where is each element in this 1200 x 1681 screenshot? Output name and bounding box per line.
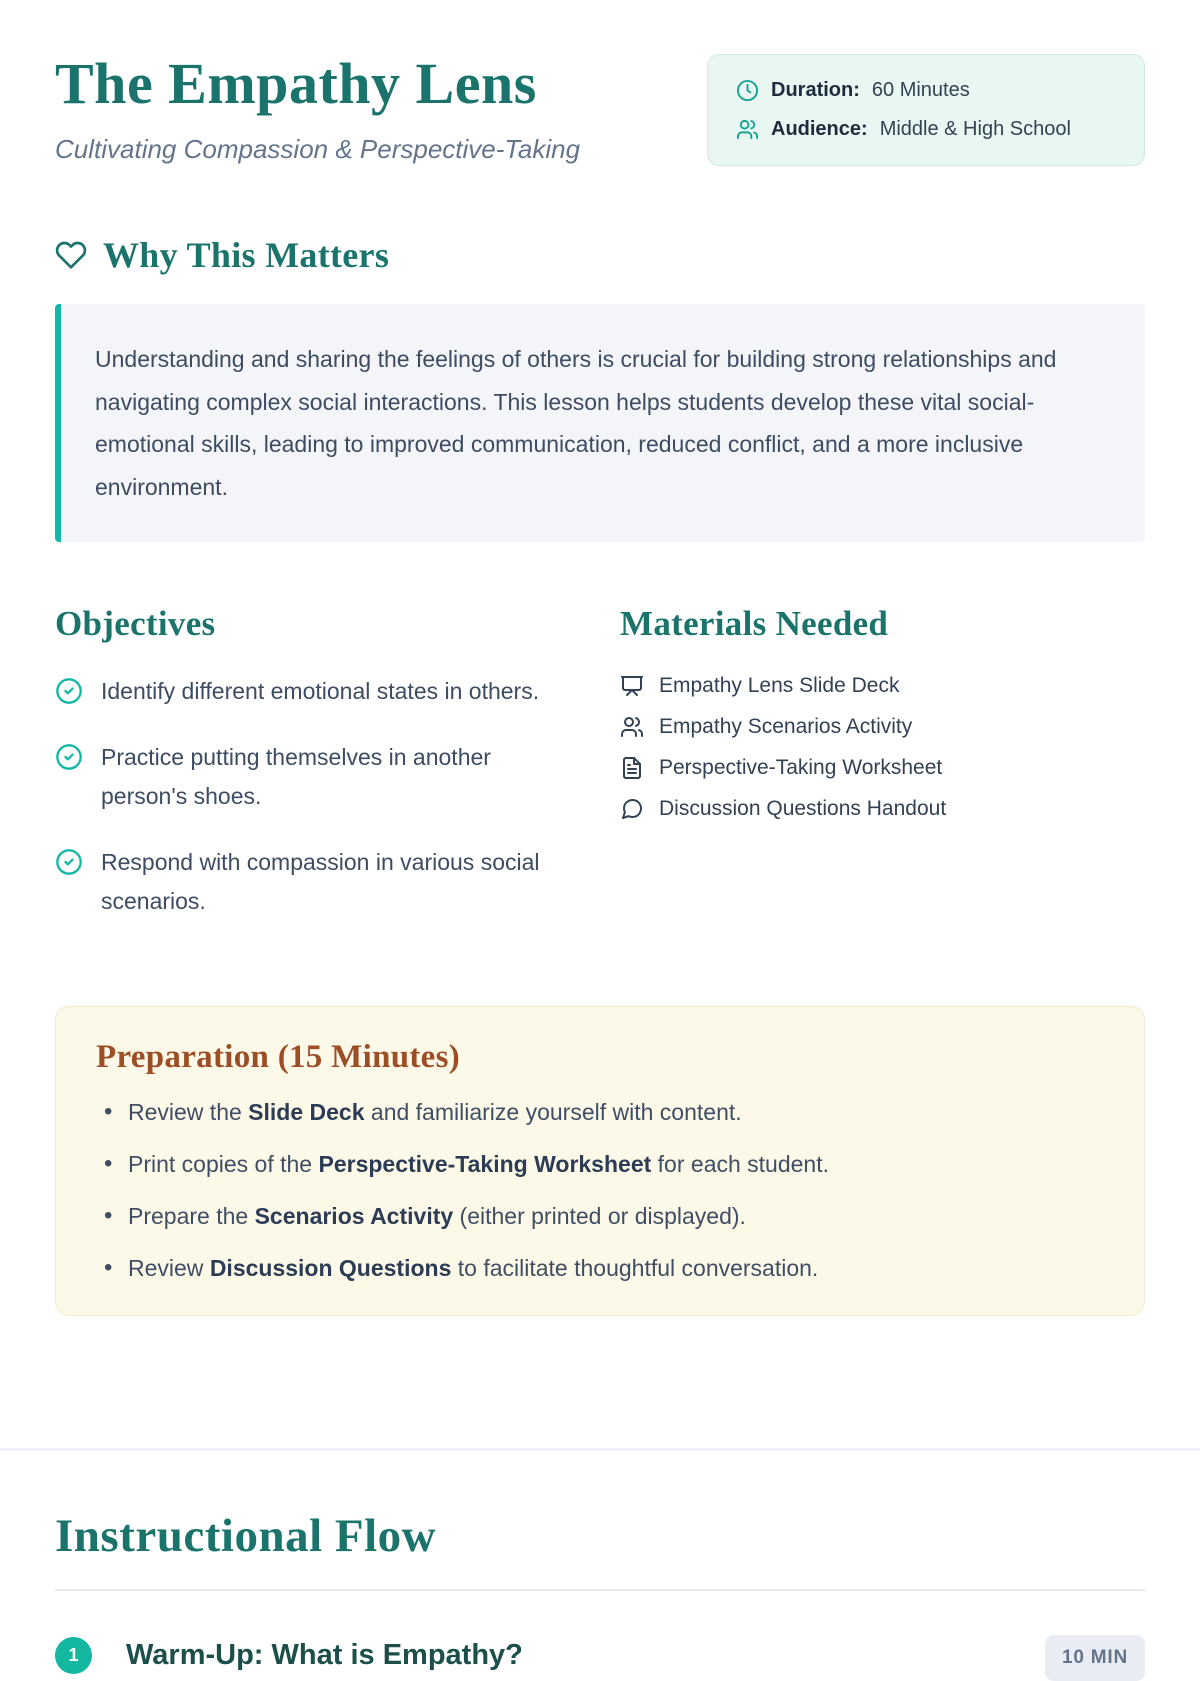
section-divider: [0, 1448, 1200, 1451]
clock-icon: [736, 79, 759, 102]
lesson-info-box: [707, 54, 1145, 166]
header: [55, 0, 1145, 166]
material-item: [620, 715, 1145, 739]
materials-heading: Materials Needed: [620, 604, 889, 644]
users-icon: [736, 118, 759, 141]
prep-text: Print copies of the: [128, 1151, 319, 1178]
audience-label: Audience:: [771, 118, 868, 140]
preparation-item: [96, 1096, 1104, 1128]
flow-step-row: [55, 1631, 1145, 1681]
audience-row: [736, 118, 1116, 141]
presentation-icon: [620, 674, 644, 698]
prep-text-bold: Perspective-Taking Worksheet: [318, 1151, 652, 1178]
materials-column: [620, 604, 1145, 948]
duration-row: [736, 79, 1116, 102]
material-label: Empathy Scenarios Activity: [659, 715, 913, 739]
material-label: Discussion Questions Handout: [659, 797, 947, 821]
why-heading-text: Why This Matters: [103, 235, 390, 275]
heart-icon: [55, 239, 87, 271]
document-icon: [620, 756, 644, 780]
prep-text-bold: Discussion Questions: [209, 1255, 452, 1282]
prep-text: Prepare the: [128, 1203, 255, 1230]
objectives-column: [55, 604, 580, 948]
prep-text: to facilitate thoughtful conversation.: [451, 1255, 819, 1282]
instructional-flow-heading: Instructional Flow: [55, 1509, 1145, 1591]
materials-list: [620, 674, 1145, 821]
material-label: Empathy Lens Slide Deck: [659, 674, 900, 698]
objective-text: Identify different emotional states in others.: [101, 678, 540, 705]
check-circle-icon: [55, 743, 83, 771]
audience-value: Middle & High School: [879, 118, 1071, 140]
duration-value: 60 Minutes: [871, 79, 970, 101]
objectives-materials-section: [55, 604, 1145, 948]
objective-text: Respond with compassion in various social scenarios.: [101, 848, 540, 915]
users-icon: [620, 715, 644, 739]
why-this-matters-heading: [55, 234, 1145, 276]
material-item: [620, 674, 1145, 698]
material-item: [620, 756, 1145, 780]
material-label: Perspective-Taking Worksheet: [659, 756, 943, 780]
chat-bubble-icon: [620, 797, 644, 821]
prep-text: and familiarize yourself with content.: [364, 1098, 742, 1125]
preparation-list: [96, 1096, 1104, 1285]
page-subtitle: Cultivating Compassion & Perspective-Taking: [55, 133, 581, 164]
why-this-matters-text: Understanding and sharing the feelings of others is crucial for building strong relationships and navigating complex social interactions. This lesson helps students develop these vital social-emotional skills, leading to improved communication, reduced conflict, and a more inclusive environment.: [55, 304, 1145, 542]
objective-text: Practice putting themselves in another person's shoes.: [101, 743, 491, 810]
objective-item: [55, 738, 580, 817]
duration-label: Duration:: [771, 79, 860, 101]
prep-text-bold: Slide Deck: [248, 1098, 365, 1125]
objective-item: [55, 843, 580, 922]
check-circle-icon: [55, 848, 83, 876]
prep-text: Review the: [128, 1098, 249, 1125]
objective-item: [55, 672, 580, 712]
objectives-list: [55, 672, 580, 922]
page-title: The Empathy Lens: [55, 51, 537, 116]
prep-text: for each student.: [651, 1151, 830, 1178]
prep-text: (either printed or displayed).: [453, 1203, 746, 1230]
preparation-heading: Preparation (15 Minutes): [96, 1038, 461, 1075]
prep-text: Review: [128, 1255, 210, 1282]
preparation-item: [96, 1252, 1104, 1284]
preparation-item: [96, 1200, 1104, 1232]
step-duration-badge: 10 MIN: [1045, 1635, 1145, 1681]
prep-text-bold: Scenarios Activity: [254, 1203, 454, 1230]
step-number-badge: 1: [55, 1637, 92, 1674]
objectives-heading: Objectives: [55, 604, 216, 644]
check-circle-icon: [55, 677, 83, 705]
preparation-box: [55, 1006, 1145, 1316]
instructional-flow-section: [0, 1509, 1200, 1681]
material-item: [620, 797, 1145, 821]
title-block: [55, 52, 580, 165]
step-title: Warm-Up: What is Empathy?: [126, 1639, 523, 1672]
preparation-item: [96, 1148, 1104, 1180]
